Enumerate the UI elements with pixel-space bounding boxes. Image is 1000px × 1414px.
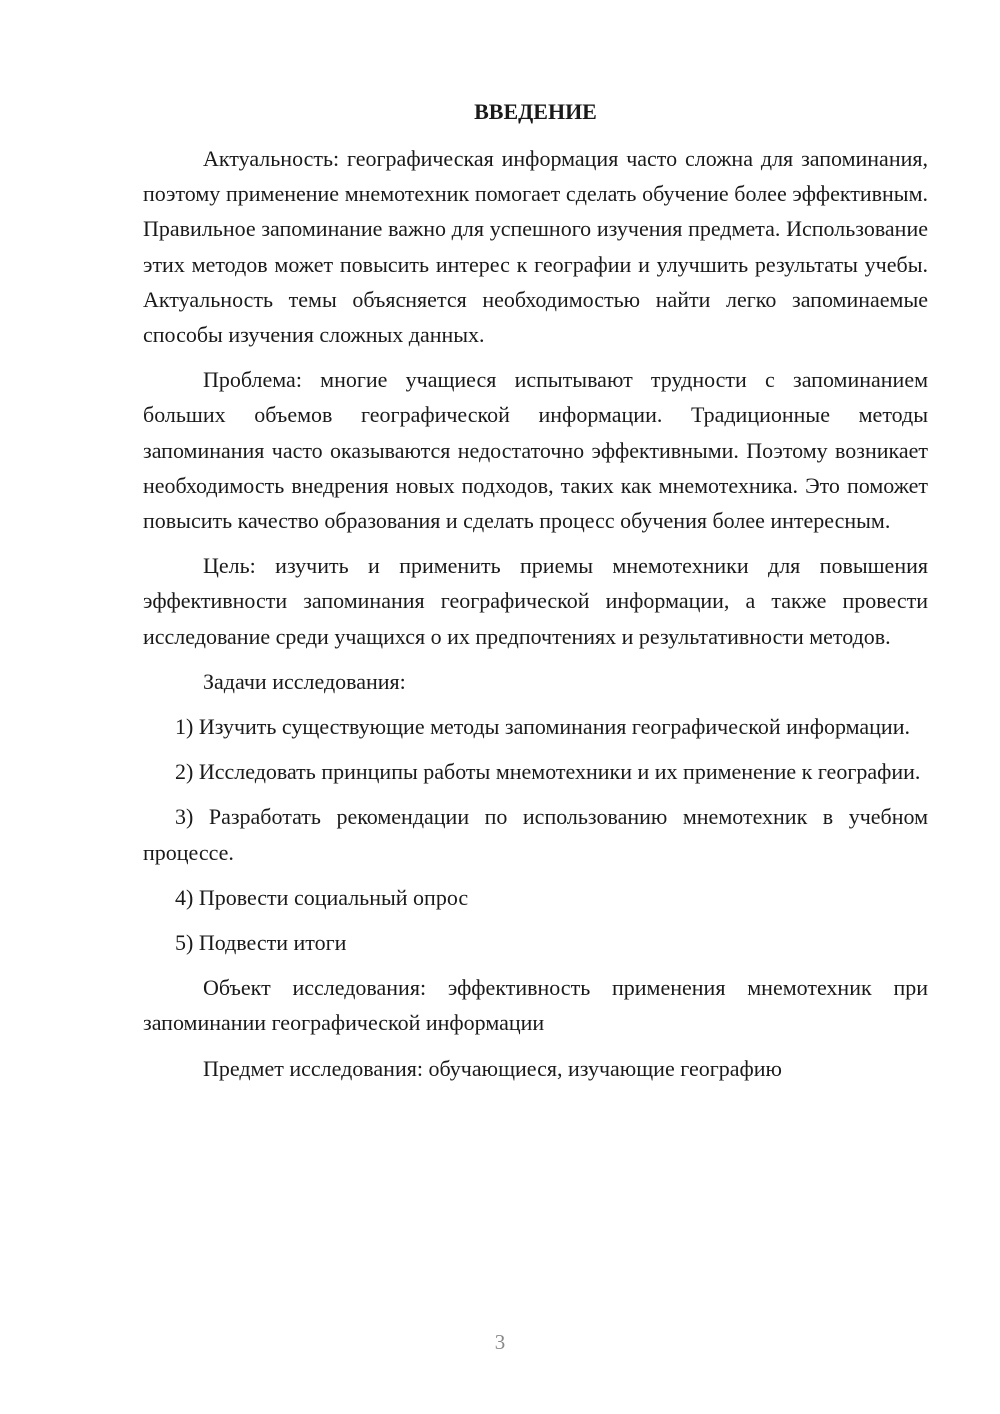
subject-paragraph: Предмет исследования: обучающиеся, изучающие географию	[203, 1055, 782, 1081]
page-number: 3	[494, 1330, 506, 1354]
task-item-1: 1) Изучить существующие методы запоминания географической информации.	[175, 714, 910, 740]
tasks-heading: Задачи исследования:	[203, 668, 406, 694]
task-item-5: 5) Подвести итоги	[175, 930, 347, 956]
relevance-paragraph: Актуальность: географическая информация часто сложна для запоминания, поэтому применение мнемотехник помогает сделать обучение более эффективным. Правильное запоминание важно для успешного изучения предмета. Использование этих методов может повысить интерес к географии и улучшить результаты учебы. Актуальность темы объясняется необходимостью найти легко запоминаемые способы изучения сложных данных.	[143, 146, 928, 348]
object-paragraph: Объект исследования: эффективность применения мнемотехник при запоминании географической информации	[143, 975, 928, 1036]
problem-paragraph: Проблема: многие учащиеся испытывают трудности с запоминанием больших объемов географической информации. Традиционные методы запоминания часто оказываются недостаточно эффективными. Поэтому возникает необходимость внедрения новых подходов, таких как мнемотехника. Это поможет повысить качество образования и сделать процесс обучения более интересным.	[143, 367, 928, 534]
page-title: ВВЕДЕНИЕ	[474, 99, 597, 124]
goal-paragraph: Цель: изучить и применить приемы мнемотехники для повышения эффективности запоминания географической информации, а также провести исследование среди учащихся о их предпочтениях и результативности методов.	[143, 553, 928, 649]
task-item-4: 4) Провести социальный опрос	[175, 884, 469, 910]
task-item-2: 2) Исследовать принципы работы мнемотехники и их применение к географии.	[175, 759, 921, 785]
document-page	[143, 94, 928, 1096]
task-item-3: 3) Разработать рекомендации по использованию мнемотехник в учебном процессе.	[143, 804, 928, 865]
